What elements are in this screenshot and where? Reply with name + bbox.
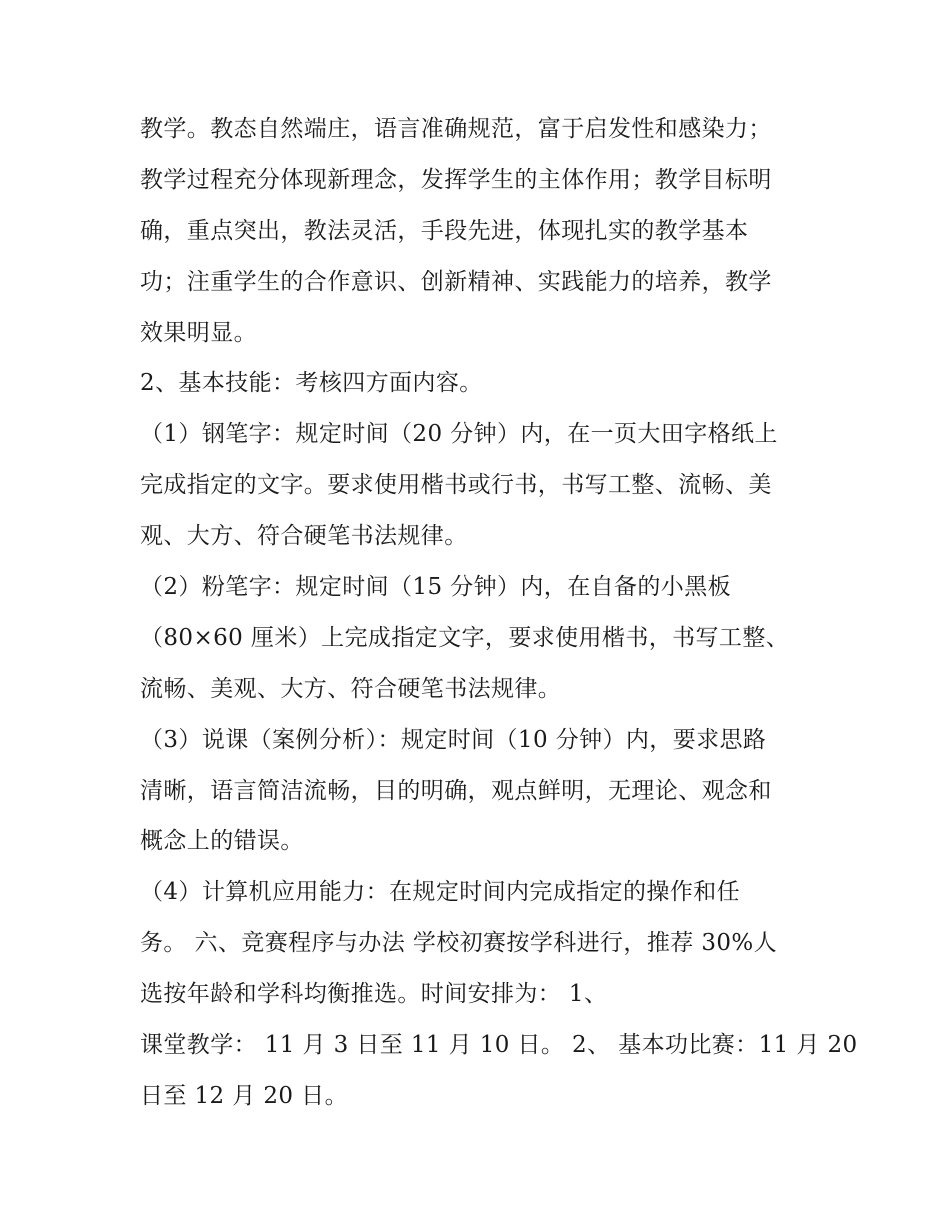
text-line: 务。 六、竞赛程序与办法 学校初赛按学科进行，推荐 30%人 [140, 930, 778, 957]
text-line: 清晰，语言简洁流畅，目的明确，观点鲜明，无理论、观念和 [140, 777, 772, 804]
text-line: 概念上的错误。 [140, 828, 304, 855]
text-line: （4）计算机应用能力：在规定时间内完成指定的操作和任 [140, 879, 741, 906]
text-line: 教学过程充分体现新理念，发挥学生的主体作用；教学目标明 [140, 166, 772, 193]
text-line: 日至 12 月 20 日。 [140, 1082, 348, 1109]
text-line: （80×60 厘米）上完成指定文字，要求使用楷书，书写工整、 [140, 624, 790, 651]
text-line: （2）粉笔字：规定时间（15 分钟）内，在自备的小黑板 [140, 574, 732, 601]
text-line: 流畅、美观、大方、符合硬笔书法规律。 [140, 675, 562, 702]
text-line: 功；注重学生的合作意识、创新精神、实践能力的培养，教学 [140, 268, 772, 295]
text-line: 选按年龄和学科均衡推选。时间安排为： 1、 [140, 981, 608, 1008]
text-line: （3）说课（案例分析）：规定时间（10 分钟）内，要求思路 [140, 726, 767, 753]
text-line: 确，重点突出，教法灵活，手段先进，体现扎实的教学基本 [140, 217, 749, 244]
body-text [140, 107, 858, 1125]
section-heading: 2、基本技能：考核四方面内容。 [140, 370, 483, 397]
text-line: 观、大方、符合硬笔书法规律。 [140, 523, 468, 550]
text-line: 效果明显。 [140, 319, 257, 346]
text-line: 完成指定的文字。要求使用楷书或行书，书写工整、流畅、美 [140, 472, 772, 499]
text-line: 教学。教态自然端庄，语言准确规范，富于启发性和感染力； [140, 116, 772, 142]
text-line: （1）钢笔字：规定时间（20 分钟）内，在一页大田字格纸上 [140, 421, 778, 448]
text-line: 课堂教学： 11 月 3 日至 11 月 10 日。 2、 基本功比赛：11 月 20 [140, 1032, 858, 1059]
